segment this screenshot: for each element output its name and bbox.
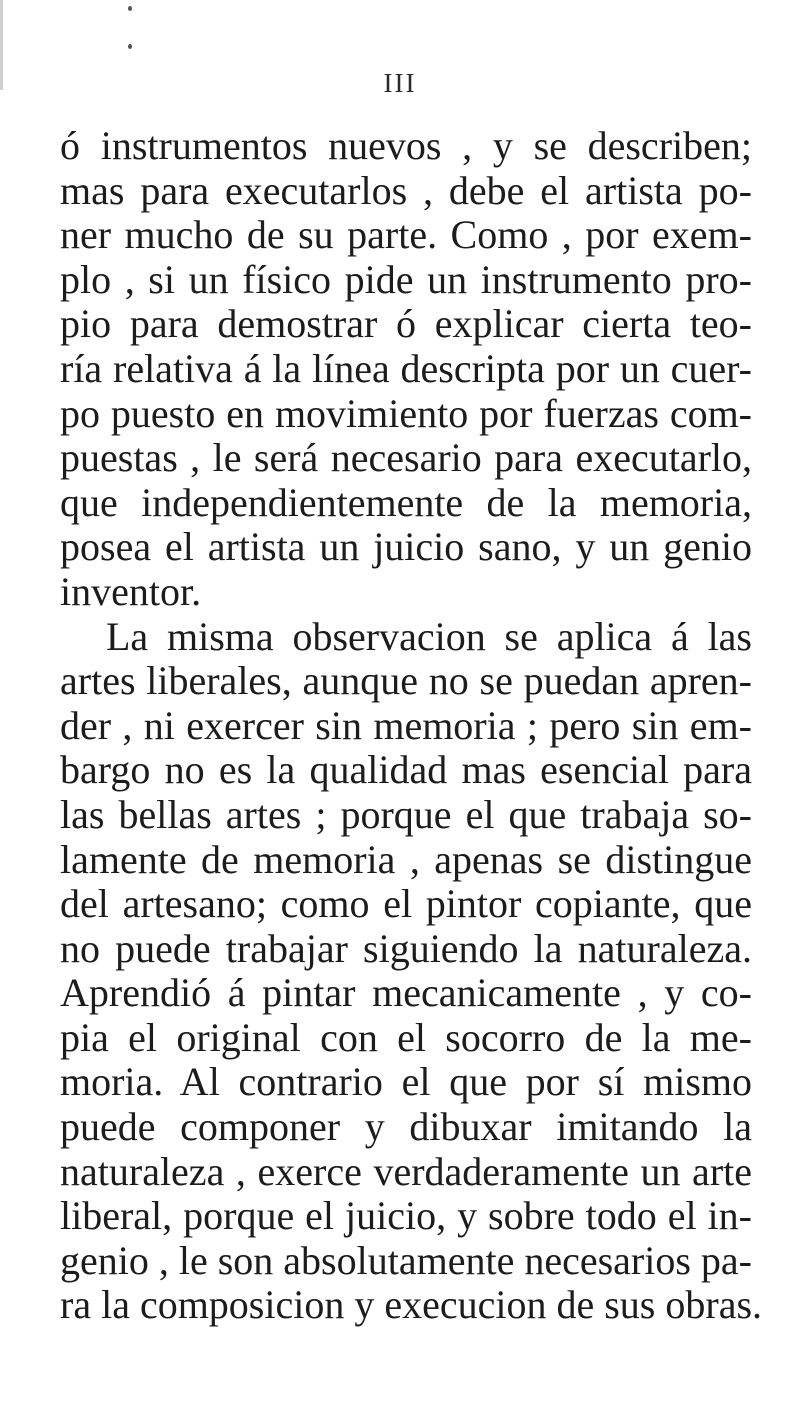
text-line: lamente de memoria , apenas se distingue bbox=[60, 836, 752, 882]
text-line: ó instrumentos nuevos , y se describen; bbox=[60, 123, 752, 168]
ink-speck bbox=[128, 6, 132, 11]
text-line: der , ni exercer sin memoria ; pero sin em- bbox=[60, 702, 752, 748]
text-line: pio para demostrar ó explicar cierta teo- bbox=[60, 301, 752, 347]
page-number: III bbox=[383, 68, 417, 98]
text-line: puestas , le será necesario para executarlo, bbox=[60, 435, 752, 481]
text-line: plo , si un físico pide un instrumento pro- bbox=[60, 256, 752, 302]
text-line: pia el original con el socorro de la me- bbox=[60, 1014, 752, 1060]
text-line: genio , le son absolutamente necesarios pa- bbox=[60, 1237, 752, 1283]
text-line: po puesto en movimiento por fuerzas com- bbox=[60, 390, 752, 436]
text-line: Aprendió á pintar mecanicamente , y co- bbox=[60, 970, 752, 1016]
text-line: ra la composicion y execucion de sus obras. bbox=[60, 1282, 763, 1328]
text-line: ner mucho de su parte. Como , por exem- bbox=[60, 212, 752, 258]
text-line: ría relativa á la línea descripta por un cuer- bbox=[60, 345, 752, 391]
text-line: liberal, porque el juicio, y sobre todo el in- bbox=[60, 1193, 752, 1239]
text-line: moria. Al contrario el que por sí mismo bbox=[60, 1059, 752, 1105]
paragraph bbox=[60, 124, 752, 615]
text-line: las bellas artes ; porque el que trabaja so- bbox=[60, 791, 752, 837]
paragraph bbox=[60, 613, 763, 1329]
text-line: que independientemente de la memoria, bbox=[60, 479, 752, 525]
text-line: naturaleza , exerce verdaderamente un arte bbox=[60, 1148, 752, 1194]
text-line: artes liberales, aunque no se puedan apren- bbox=[60, 658, 752, 704]
text-line: bargo no es la qualidad mas esencial para bbox=[60, 747, 752, 793]
text-line: posea el artista un juicio sano, y un genio bbox=[60, 524, 752, 570]
text-line: mas para executarlos , debe el artista po- bbox=[60, 167, 752, 213]
text-line: inventor. bbox=[60, 568, 202, 614]
text-line: puede componer y dibuxar imitando la bbox=[60, 1104, 752, 1150]
text-line: del artesano; como el pintor copiante, que bbox=[60, 881, 752, 927]
text-line: La misma observacion se aplica á las bbox=[106, 613, 752, 659]
body-text bbox=[60, 123, 763, 1328]
ink-speck bbox=[128, 44, 132, 49]
text-line: no puede trabajar siguiendo la naturaleza. bbox=[60, 925, 752, 971]
